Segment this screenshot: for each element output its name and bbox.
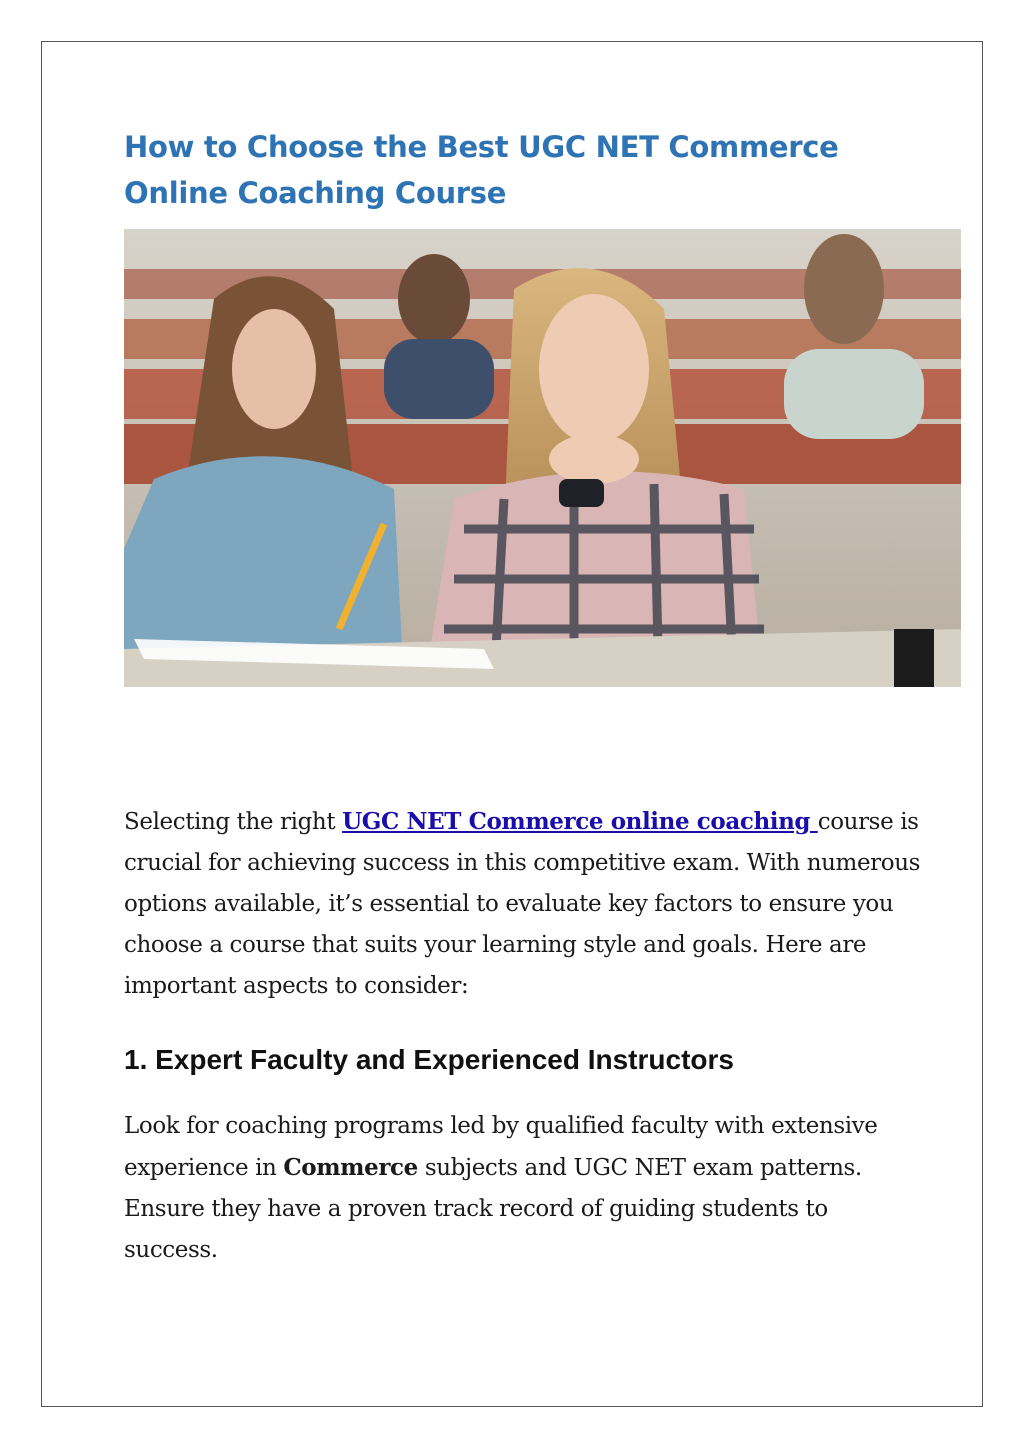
- section-paragraph-expert-faculty: [124, 1106, 924, 1271]
- classroom-illustration: [124, 229, 961, 687]
- section-text-end: subjects and UGC NET exam patterns. Ensure they have a proven track record of guiding students to success.: [124, 1155, 862, 1263]
- commerce-bold-word: Commerce: [283, 1154, 418, 1181]
- intro-paragraph: [124, 801, 924, 1007]
- classroom-photo: [124, 229, 961, 687]
- page-title: How to Choose the Best UGC NET Commerce Online Coaching Course: [124, 130, 839, 210]
- section-text-start: Look for coaching programs led by qualified faculty with extensive experience in: [124, 1113, 878, 1181]
- intro-text-end: course is crucial for achieving success in this competitive exam. With numerous options available, it’s essential to evaluate key factors to ensure you choose a course that suits your learning style and goals. Here are important aspects to consider:: [124, 809, 921, 999]
- ugc-net-commerce-coaching-link[interactable]: UGC NET Commerce online coaching: [342, 808, 818, 835]
- section-heading-expert-faculty: 1. Expert Faculty and Experienced Instructors: [124, 1044, 734, 1075]
- intro-text-start: Selecting the right: [124, 809, 343, 835]
